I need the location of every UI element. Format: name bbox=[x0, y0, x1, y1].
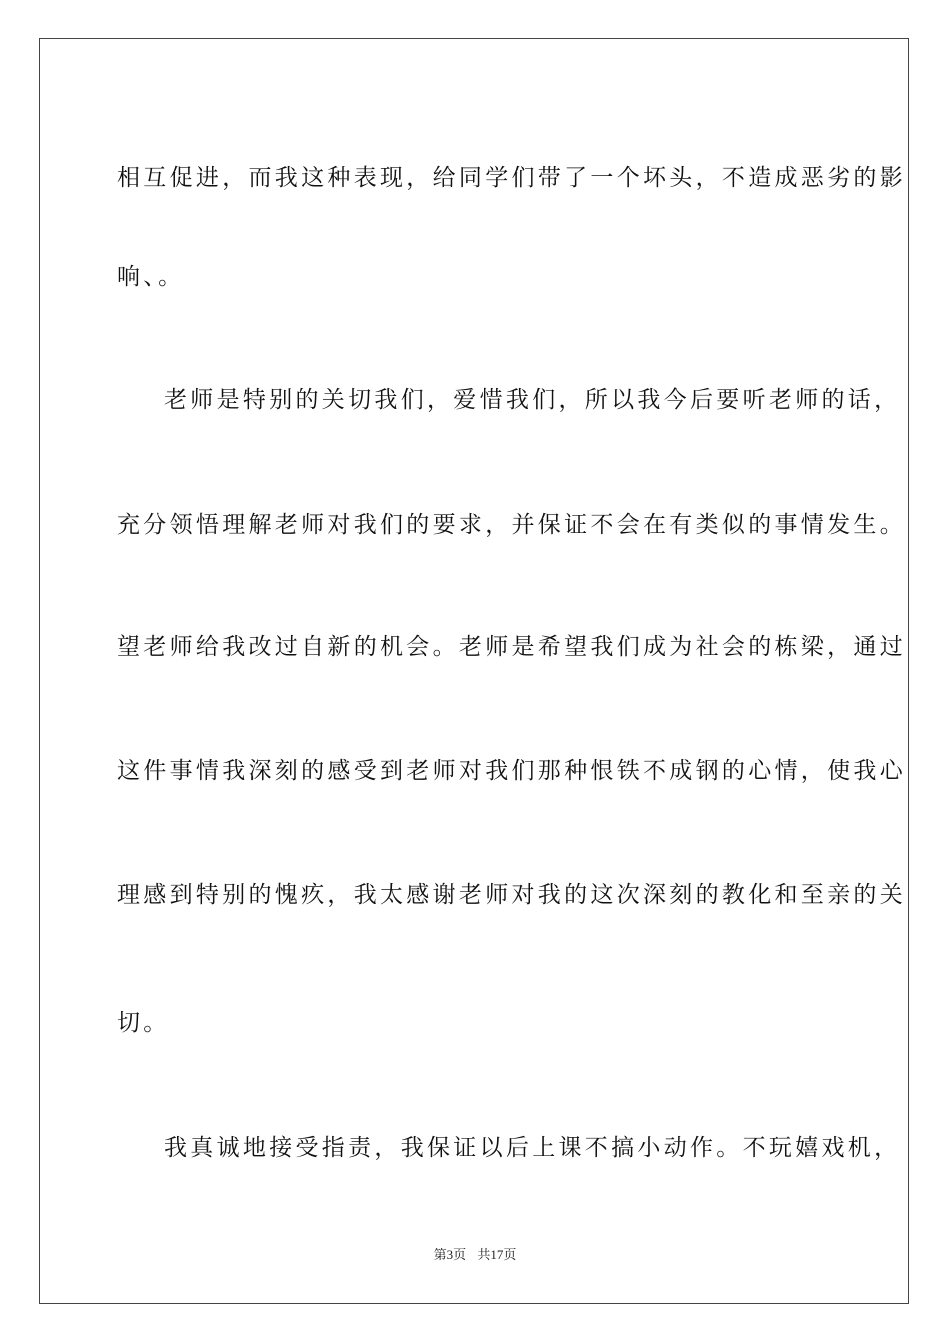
text-line-3: 老师是特别的关切我们，爱惜我们，所以我今后要听老师的话， bbox=[164, 387, 901, 413]
text-line-6: 这件事情我深刻的感受到老师对我们那种恨铁不成钢的心情，使我心 bbox=[117, 758, 906, 784]
text-line-4: 充分领悟理解老师对我们的要求，并保证不会在有类似的事情发生。 bbox=[117, 512, 906, 538]
text-line-9: 我真诚地接受指责，我保证以后上课不搞小动作。不玩嬉戏机， bbox=[164, 1135, 901, 1161]
page-footer bbox=[0, 1244, 950, 1263]
text-line-1: 相互促进，而我这种表现，给同学们带了一个坏头，不造成恶劣的影 bbox=[117, 165, 906, 191]
text-line-8: 切。 bbox=[117, 1010, 170, 1036]
page-border bbox=[39, 38, 909, 1304]
text-line-5: 望老师给我改过自新的机会。老师是希望我们成为社会的栋梁，通过 bbox=[117, 634, 906, 660]
page-number: 第3页 bbox=[433, 1247, 467, 1262]
text-line-2: 响、。 bbox=[117, 264, 185, 290]
text-line-7: 理感到特别的愧疚，我太感谢老师对我的这次深刻的教化和至亲的关 bbox=[117, 882, 906, 908]
page-total: 共17页 bbox=[477, 1247, 517, 1262]
